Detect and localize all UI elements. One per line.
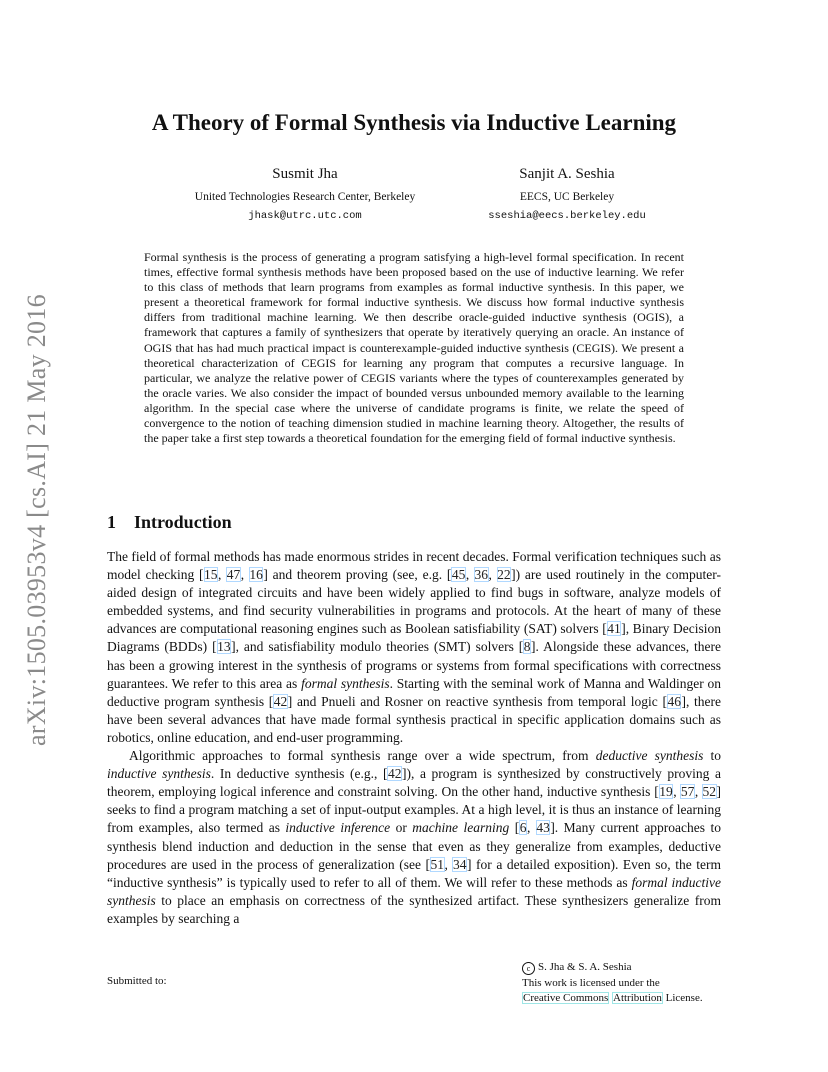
author-name: Susmit Jha	[272, 166, 338, 182]
citation-link[interactable]: 41	[607, 621, 621, 637]
text-run: The field of formal methods has made enormous strides in recent decades. Formal verification techniques such as model checking [	[107, 549, 721, 583]
text-run: to place an emphasis on correctness of the synthesized artifact. These synthesizers generalize from examples by searching a	[107, 892, 721, 926]
text-run: ] seeks to find a program matching a set of input-output examples. At a high level, it is thus an instance of learning from examples, also termed as	[107, 784, 722, 836]
text-run: to	[703, 748, 721, 764]
text-run: ,	[694, 784, 703, 800]
license-end: License.	[665, 992, 703, 1004]
text-run: [	[509, 820, 520, 836]
text-run: ], there have been several advances that have made formal synthesis practical in specific application domains such as robotics, online education, and end-user programming.	[107, 693, 721, 745]
text-run: or	[390, 820, 413, 836]
text-run: ,	[240, 567, 249, 583]
section-heading	[107, 512, 232, 533]
citation-link[interactable]: 34	[452, 856, 467, 872]
text-run: ], Binary Decision Diagrams (BDDs) [	[107, 621, 721, 655]
citation-link[interactable]: 43	[536, 820, 550, 836]
citation-link[interactable]: 47	[226, 567, 241, 583]
section-number: 1	[107, 512, 116, 532]
citation-link[interactable]: 36	[474, 567, 488, 583]
text-run: ], and satisfiability modulo theories (SMT) solvers [	[231, 639, 524, 655]
text-run: ] and theorem proving (see, e.g. [	[263, 567, 452, 583]
text-run: . Starting with the seminal work of Manna and Waldinger on deductive program synthesis [	[107, 675, 721, 709]
author-affiliation: EECS, UC Berkeley	[519, 191, 615, 203]
emphasized-term: formal inductive synthesis	[107, 874, 721, 908]
creative-commons-link[interactable]: Creative Commons	[523, 992, 609, 1004]
text-run: . In deductive synthesis (e.g., [	[210, 766, 388, 782]
citation-link[interactable]: 22	[497, 567, 511, 583]
citation-link[interactable]: 45	[451, 567, 466, 583]
citation-link[interactable]: 57	[680, 784, 695, 800]
emphasized-term: machine learning	[412, 820, 510, 836]
text-run: ] for a detailed exposition). Even so, the term “inductive synthesis” is typically used to refer to all of them. We will refer to these methods as	[107, 856, 721, 890]
citation-link[interactable]: 51	[430, 856, 445, 872]
abstract: Formal synthesis is the process of generating a program satisfying a high-level formal specification. In recent times, effective formal synthesis methods have been proposed based on the use of inductive learning. We refer to this class of methods that learn programs from examples as formal inductive synthesis. In this paper, we present a theoretical framework for formal inductive synthesis. We discuss how formal inductive synthesis differs from traditional machine learning. We then describe oracle-guided inductive synthesis (OGIS), a framework that captures a family of synthesizers that operate by iteratively querying an oracle. An instance of OGIS that has had much practical impact is counterexample-guided inductive synthesis (CEGIS). We present a theoretical characterization of CEGIS for learning any program that computes a recursive language. In particular, we analyze the relative power of CEGIS variants where the types of counterexamples generated by the oracle varies. We also consider the impact of bounded versus unbounded memory available to the learning algorithm. In the special case where the universe of candidate programs is finite, we relate the speed of convergence to the notion of teaching dimension studied in machine learning theory. Altogether, the results of the paper take a first step towards a theoretical foundation for the emerging field of formal inductive synthesis.	[144, 250, 684, 446]
author-email[interactable]: sseshia@eecs.berkeley.edu	[488, 210, 646, 222]
copyright-holders: S. Jha & S. A. Seshia	[538, 961, 632, 973]
license-line: This work is licensed under the	[522, 976, 660, 989]
text-run: ,	[488, 567, 497, 583]
section-title: Introduction	[134, 512, 232, 532]
license-link-line	[522, 991, 703, 1007]
text-run: ]. Many current approaches to synthesis blend induction and deduction in the sense that even as they generalize from examples, deductive procedures are used in the process of generalization (see [	[107, 820, 722, 872]
text-run: ]) are used routinely in the computer-aided design of integrated circuits and have been widely applied to find bugs in software, analyze models of embedded systems, and find security vulnerabilities in programs and protocols. At the heart of many of these advances are computational reasoning engines such as Boolean satisfiability (SAT) solvers [	[107, 567, 721, 637]
emphasized-term: formal synthesis	[301, 675, 390, 691]
arxiv-identifier	[22, 285, 52, 755]
citation-link[interactable]: 19	[659, 784, 673, 800]
citation-link[interactable]: 15	[204, 567, 218, 583]
citation-link[interactable]: 42	[387, 766, 402, 782]
author-name: Sanjit A. Seshia	[519, 166, 615, 182]
emphasized-term: inductive synthesis	[107, 766, 211, 782]
emphasized-term: deductive synthesis	[595, 748, 704, 764]
body-paragraph	[107, 548, 721, 747]
copyright-line	[522, 960, 703, 976]
text-run: ,	[673, 784, 681, 800]
submitted-to: Submitted to:	[107, 975, 167, 987]
author-email[interactable]: jhask@utrc.utc.com	[248, 210, 362, 222]
author-block-1	[185, 165, 425, 225]
copyright-icon: c	[522, 962, 535, 975]
text-run: ,	[444, 856, 453, 872]
text-run: ]. Alongside these advances, there has been a growing interest in the synthesis of programs or systems from formal specifications with correctness guarantees. We refer to this area as	[107, 639, 721, 691]
author-block-2	[472, 165, 662, 225]
citation-link[interactable]: 46	[667, 693, 681, 709]
text-run: Algorithmic approaches to formal synthesis range over a wide spectrum, from	[129, 748, 596, 764]
license-footer	[522, 960, 703, 1007]
emphasized-term: inductive inference	[285, 820, 391, 836]
body-paragraph	[107, 747, 721, 928]
citation-link[interactable]: 6	[519, 820, 527, 836]
author-affiliation: United Technologies Research Center, Berkeley	[194, 191, 416, 203]
citation-link[interactable]: 52	[702, 784, 717, 800]
body-text	[107, 548, 721, 928]
citation-link[interactable]: 16	[249, 567, 263, 583]
attribution-link[interactable]: Attribution	[613, 992, 662, 1004]
citation-link[interactable]: 8	[523, 639, 531, 655]
citation-link[interactable]: 42	[273, 693, 288, 709]
text-run: ]), a program is synthesized by constructively proving a theorem, employing logical inference and constraint solving. On the other hand, inductive synthesis [	[107, 766, 721, 800]
citation-link[interactable]: 13	[217, 639, 231, 655]
paper-title: A Theory of Formal Synthesis via Inductive Learning	[151, 110, 677, 135]
text-run: ,	[465, 567, 474, 583]
arxiv-id-text: arXiv:1505.03953v4 [cs.AI] 21 May 2016	[22, 294, 51, 746]
text-run: ] and Pnueli and Rosner on reactive synthesis from temporal logic [	[287, 693, 667, 709]
text-run: ,	[218, 567, 227, 583]
text-run: ,	[526, 820, 536, 836]
